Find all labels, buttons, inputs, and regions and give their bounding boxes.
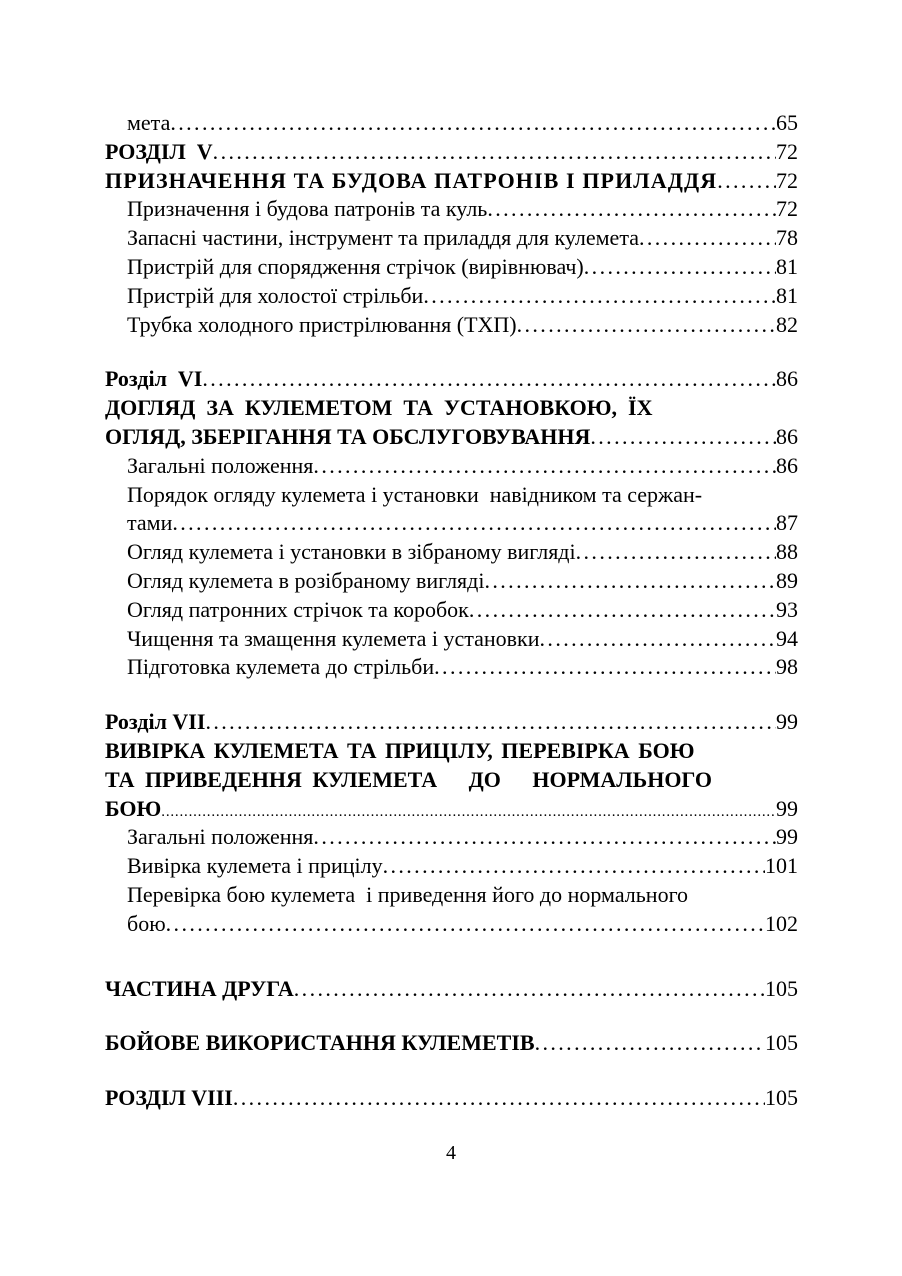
toc-entry-text: Порядок огляду кулемета і установки навідником та сержан- xyxy=(127,481,703,507)
toc-page-number: 105 xyxy=(765,975,798,1001)
toc-entry xyxy=(105,394,798,423)
toc-entry xyxy=(105,766,798,795)
toc-entry-text: Пристрій для холостої стрільби xyxy=(127,282,424,308)
toc-entry-text: ВИВІРКА КУЛЕМЕТА ТА ПРИЦІЛУ, ПЕРЕВІРКА БОЮ xyxy=(105,737,695,763)
dot-leader xyxy=(166,910,765,939)
toc-entry xyxy=(105,224,798,253)
dot-leader xyxy=(584,253,776,282)
page-number-footer: 4 xyxy=(446,1142,456,1164)
toc-entry-text: Підготовка кулемета до стрільби xyxy=(127,654,435,680)
toc-entry xyxy=(105,1084,798,1113)
toc-entry-text: Перевірка бою кулемета і приведення його до нормального xyxy=(127,881,689,907)
toc-entry-text: ПРИЗНАЧЕННЯ ТА БУДОВА ПАТРОНІВ І ПРИЛАДДЯ xyxy=(105,167,718,193)
toc-entry-text: ОГЛЯД, ЗБЕРІГАННЯ ТА ОБСЛУГОВУВАННЯ xyxy=(105,423,591,449)
toc-entry-text: мета xyxy=(127,110,171,135)
toc-entry-text: Запасні частини, інструмент та приладдя для кулемета xyxy=(127,225,639,251)
toc-entry xyxy=(105,653,798,682)
toc-entry xyxy=(105,138,798,167)
toc-entry xyxy=(105,708,798,737)
toc-entry-text: ЧАСТИНА ДРУГА xyxy=(105,975,294,1001)
dot-leader xyxy=(161,798,776,827)
dot-leader xyxy=(170,109,776,138)
toc-entry xyxy=(105,795,798,824)
toc-page-number: 72 xyxy=(776,196,798,222)
toc-entry xyxy=(105,452,798,481)
toc-page-number: 81 xyxy=(776,253,798,279)
dot-leader xyxy=(383,852,765,881)
toc-entry xyxy=(105,109,798,138)
dot-leader xyxy=(205,708,776,737)
dot-leader xyxy=(717,167,776,196)
blank-line xyxy=(105,939,798,975)
dot-leader xyxy=(202,365,776,394)
toc-entry xyxy=(105,625,798,654)
toc-entry xyxy=(105,1029,798,1058)
dot-leader xyxy=(213,138,776,167)
toc-entry xyxy=(105,975,798,1004)
blank-line xyxy=(105,682,798,708)
toc-page-number: 94 xyxy=(776,625,798,651)
toc-entry xyxy=(105,282,798,311)
toc-entry xyxy=(105,195,798,224)
toc-entry-text: Загальні положення xyxy=(127,452,314,478)
toc-page-number: 81 xyxy=(776,282,798,308)
toc-page-number: 88 xyxy=(776,539,798,565)
dot-leader xyxy=(639,224,776,253)
dot-leader xyxy=(434,653,776,682)
toc-entry-text: тами xyxy=(127,510,173,536)
toc-entry xyxy=(105,823,798,852)
dot-leader xyxy=(540,625,776,654)
toc-page-number: 105 xyxy=(765,1085,798,1111)
toc-entry-text: ТА ПРИВЕДЕННЯ КУЛЕМЕТА ДО НОРМАЛЬНОГО xyxy=(105,766,712,792)
toc-entry-text: РОЗДІЛ VIII xyxy=(105,1085,233,1111)
blank-line xyxy=(105,1003,798,1029)
dot-leader xyxy=(172,509,776,538)
dot-leader xyxy=(576,538,776,567)
table-of-contents xyxy=(105,109,798,1113)
dot-leader xyxy=(517,311,776,340)
toc-entry-text: Загальні положення xyxy=(127,824,314,850)
toc-entry xyxy=(105,881,798,910)
toc-entry-text: Огляд патронних стрічок та коробок xyxy=(127,596,469,622)
toc-page-number: 93 xyxy=(776,596,798,622)
toc-page-number: 86 xyxy=(776,366,798,392)
toc-page-number: 99 xyxy=(776,709,798,735)
toc-entry-text: Огляд кулемета в розібраному вигляді xyxy=(127,567,485,593)
toc-entry xyxy=(105,737,798,766)
dot-leader xyxy=(484,567,776,596)
dot-leader xyxy=(469,596,776,625)
toc-page-number: 99 xyxy=(776,824,798,850)
toc-entry-text: Огляд кулемета і установки в зібраному вигляді xyxy=(127,539,576,565)
dot-leader xyxy=(590,423,776,452)
blank-line xyxy=(105,339,798,365)
toc-entry xyxy=(105,509,798,538)
dot-leader xyxy=(294,975,765,1004)
toc-entry-text: Вивірка кулемета і прицілу xyxy=(127,853,383,879)
toc-entry xyxy=(105,596,798,625)
toc-entry-text: Призначення і будова патронів та куль xyxy=(127,196,488,222)
toc-page-number: 101 xyxy=(765,853,798,879)
toc-entry xyxy=(105,311,798,340)
dot-leader xyxy=(233,1084,765,1113)
toc-page-number: 72 xyxy=(776,138,798,164)
toc-entry-text: Пристрій для спорядження стрічок (вирівнювач) xyxy=(127,253,584,279)
toc-page-number: 65 xyxy=(776,110,798,135)
toc-entry-text: Трубка холодного пристрілювання (ТХП) xyxy=(127,311,517,337)
dot-leader xyxy=(313,452,776,481)
toc-page-number: 102 xyxy=(765,910,798,936)
toc-page-number: 86 xyxy=(776,423,798,449)
toc-page-number: 98 xyxy=(776,654,798,680)
toc-page-number: 99 xyxy=(776,795,798,821)
toc-entry-text: БОЮ xyxy=(105,795,162,821)
toc-entry xyxy=(105,253,798,282)
toc-entry xyxy=(105,481,798,510)
toc-entry xyxy=(105,365,798,394)
toc-entry xyxy=(105,852,798,881)
toc-entry xyxy=(105,423,798,452)
toc-page-number: 82 xyxy=(776,311,798,337)
dot-leader xyxy=(487,195,776,224)
dot-leader xyxy=(313,823,776,852)
toc-entry-text: Розділ VI xyxy=(105,366,203,392)
toc-entry xyxy=(105,567,798,596)
toc-entry-text: БОЙОВЕ ВИКОРИСТАННЯ КУЛЕМЕТІВ xyxy=(105,1030,535,1056)
toc-entry xyxy=(105,538,798,567)
toc-page-number: 105 xyxy=(765,1030,798,1056)
toc-entry xyxy=(105,910,798,939)
toc-page-number: 78 xyxy=(776,225,798,251)
toc-entry-text: ДОГЛЯД ЗА КУЛЕМЕТОМ ТА УСТАНОВКОЮ, ЇХ xyxy=(105,395,653,421)
toc-page-number: 72 xyxy=(776,167,798,193)
toc-page-number: 86 xyxy=(776,452,798,478)
dot-leader xyxy=(535,1029,765,1058)
toc-entry-text: Розділ VII xyxy=(105,709,206,735)
toc-entry-text: РОЗДІЛ V xyxy=(105,138,213,164)
toc-entry-text: Чищення та змащення кулемета і установки xyxy=(127,625,540,651)
blank-line xyxy=(105,1058,798,1084)
toc-page-number: 87 xyxy=(776,510,798,536)
dot-leader xyxy=(423,282,776,311)
toc-entry xyxy=(105,167,798,196)
toc-page-number: 89 xyxy=(776,567,798,593)
toc-entry-text: бою xyxy=(127,910,166,936)
